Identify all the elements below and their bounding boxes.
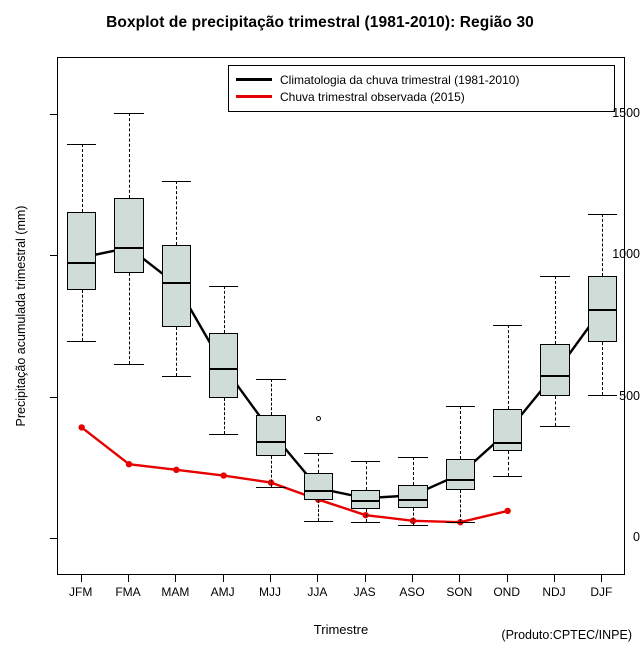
legend-item: [236, 71, 607, 88]
boxplot-median: [493, 442, 522, 444]
whisker-upper: [555, 276, 556, 344]
plot-area: [57, 57, 625, 575]
whisker-upper: [176, 181, 177, 245]
whisker-lower: [271, 456, 272, 487]
boxplot-median: [398, 499, 427, 501]
credit-note: (Produto:CPTEC/INPE): [501, 628, 632, 642]
whisker-cap-upper: [114, 113, 143, 114]
x-tick-label: DJF: [590, 585, 613, 599]
whisker-lower: [82, 290, 83, 341]
x-tick-label: MJJ: [259, 585, 281, 599]
whisker-lower: [224, 398, 225, 435]
x-tick-mark: [554, 575, 555, 582]
boxplot-median: [304, 490, 333, 492]
series-point: [126, 461, 132, 467]
whisker-cap-upper: [351, 461, 380, 462]
x-tick-mark: [412, 575, 413, 582]
y-tick-label: 1500: [612, 105, 640, 120]
whisker-cap-upper: [209, 286, 238, 287]
whisker-upper: [129, 113, 130, 198]
series-line: [82, 427, 508, 522]
legend-label: Climatologia da chuva trimestral (1981-2010): [280, 72, 520, 87]
x-tick-label: OND: [493, 585, 520, 599]
whisker-lower: [318, 500, 319, 521]
x-tick-label: JAS: [353, 585, 376, 599]
series-point: [78, 424, 84, 430]
legend: [228, 65, 615, 112]
whisker-cap-upper: [162, 181, 191, 182]
boxplot-box: [209, 333, 238, 398]
boxplot-box: [540, 344, 569, 396]
whisker-cap-lower: [67, 341, 96, 342]
y-tick-label: 500: [619, 388, 640, 403]
x-tick-mark: [317, 575, 318, 582]
x-tick-mark: [507, 575, 508, 582]
whisker-lower: [508, 451, 509, 475]
whisker-cap-upper: [256, 379, 285, 380]
whisker-lower: [129, 273, 130, 364]
x-tick-label: MAM: [161, 585, 190, 599]
x-tick-mark: [459, 575, 460, 582]
whisker-upper: [460, 406, 461, 458]
x-tick-label: JJA: [307, 585, 328, 599]
series-point: [220, 472, 226, 478]
whisker-upper: [366, 461, 367, 489]
series-layer: [58, 58, 625, 575]
whisker-cap-upper: [493, 325, 522, 326]
boxplot-box: [67, 212, 96, 290]
x-tick-mark: [128, 575, 129, 582]
x-tick-mark: [81, 575, 82, 582]
plot-inner: [58, 58, 624, 574]
boxplot-median: [162, 282, 191, 284]
whisker-cap-lower: [493, 476, 522, 477]
whisker-cap-lower: [162, 376, 191, 377]
x-tick-label: AMJ: [210, 585, 235, 599]
x-tick-mark: [365, 575, 366, 582]
x-tick-mark: [601, 575, 602, 582]
whisker-cap-upper: [588, 214, 617, 215]
boxplot-median: [446, 479, 475, 481]
whisker-cap-lower: [304, 521, 333, 522]
whisker-cap-lower: [540, 426, 569, 427]
whisker-cap-lower: [351, 522, 380, 523]
boxplot-box: [304, 473, 333, 500]
boxplot-box: [114, 198, 143, 273]
boxplot-box: [398, 485, 427, 508]
whisker-lower: [413, 508, 414, 525]
y-tick-mark: [50, 538, 57, 539]
y-tick-mark: [50, 114, 57, 115]
x-tick-mark: [175, 575, 176, 582]
series-point: [504, 508, 510, 514]
series-point: [173, 467, 179, 473]
boxplot-median: [256, 441, 285, 443]
whisker-upper: [318, 453, 319, 473]
boxplot-box: [162, 245, 191, 327]
boxplot-median: [540, 375, 569, 377]
x-tick-label: SON: [446, 585, 473, 599]
whisker-lower: [602, 342, 603, 394]
y-tick-label: 0: [633, 530, 640, 545]
boxplot-box: [446, 459, 475, 490]
whisker-cap-lower: [209, 434, 238, 435]
whisker-upper: [82, 144, 83, 212]
whisker-upper: [508, 325, 509, 409]
whisker-cap-lower: [398, 525, 427, 526]
boxplot-box: [493, 409, 522, 451]
y-axis-label: Precipitação acumulada trimestral (mm): [14, 205, 28, 427]
whisker-lower: [176, 327, 177, 377]
whisker-lower: [555, 396, 556, 426]
whisker-cap-lower: [256, 487, 285, 488]
whisker-cap-lower: [446, 522, 475, 523]
whisker-upper: [224, 286, 225, 333]
legend-label: Chuva trimestral observada (2015): [280, 89, 465, 104]
whisker-cap-upper: [540, 276, 569, 277]
whisker-upper: [602, 214, 603, 276]
x-tick-mark: [223, 575, 224, 582]
boxplot-box: [256, 415, 285, 456]
whisker-upper: [271, 379, 272, 414]
x-axis-label: Trimestre: [313, 622, 369, 637]
legend-item: [236, 88, 607, 105]
y-tick-mark: [50, 255, 57, 256]
x-tick-label: FMA: [115, 585, 141, 599]
boxplot-median: [209, 368, 238, 370]
legend-swatch-climatology: [236, 78, 272, 81]
series-line: [82, 248, 603, 499]
x-tick-label: NDJ: [542, 585, 566, 599]
legend-swatch-observed: [236, 95, 272, 98]
page-title: Boxplot de precipitação trimestral (1981-2010): Região 30: [106, 14, 534, 31]
x-tick-label: ASO: [399, 585, 425, 599]
whisker-cap-upper: [446, 406, 475, 407]
y-tick-label: 1000: [612, 247, 640, 262]
whisker-lower: [460, 490, 461, 523]
whisker-lower: [366, 509, 367, 522]
boxplot-median: [588, 309, 617, 311]
boxplot-median: [67, 262, 96, 264]
boxplot-median: [351, 500, 380, 502]
whisker-cap-lower: [114, 364, 143, 365]
boxplot-median: [114, 247, 143, 249]
y-tick-mark: [50, 397, 57, 398]
whisker-cap-upper: [304, 453, 333, 454]
whisker-upper: [413, 457, 414, 485]
whisker-cap-upper: [398, 457, 427, 458]
x-tick-mark: [270, 575, 271, 582]
whisker-cap-upper: [67, 144, 96, 145]
x-tick-label: JFM: [68, 585, 93, 599]
